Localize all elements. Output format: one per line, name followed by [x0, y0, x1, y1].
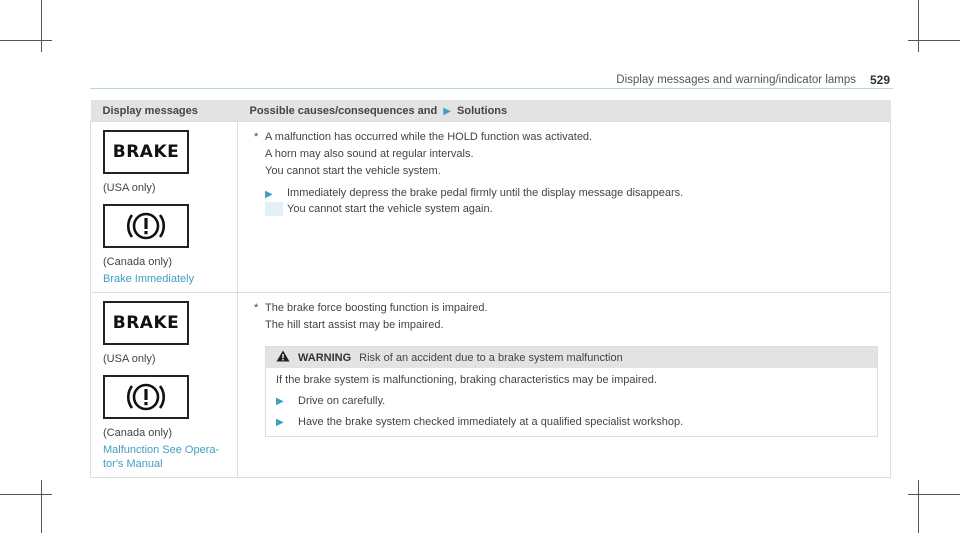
warning-box — [265, 346, 878, 437]
warning-text: Risk of an accident due to a brake system malfunction — [359, 351, 623, 364]
crop-mark — [918, 0, 919, 52]
crop-mark — [908, 40, 960, 41]
brake-warning-symbol-icon — [103, 375, 189, 419]
column-header-causes — [238, 100, 891, 122]
display-message-text: Brake Immediately — [103, 273, 195, 285]
column-header-display-messages: Display messages — [91, 100, 238, 122]
cause-item — [254, 300, 878, 317]
warning-title: WARNING — [298, 351, 352, 364]
display-message-cell — [91, 122, 238, 293]
crop-mark — [0, 494, 52, 495]
cause-text: A horn may also sound at regular intervals. — [265, 148, 474, 160]
causes-cell — [238, 122, 891, 293]
result-marker — [265, 202, 283, 216]
star-bullet: * — [254, 302, 259, 314]
usa-only-caption: (USA only) — [103, 182, 156, 194]
warning-triangle-icon — [276, 350, 290, 365]
display-message-text: Malfunction See Opera- — [103, 444, 220, 456]
warning-header — [266, 347, 877, 368]
display-messages-table — [90, 100, 891, 478]
play-arrow-icon: ▶ — [276, 396, 284, 407]
usa-only-caption: (USA only) — [103, 353, 156, 365]
canada-only-caption: (Canada only) — [103, 427, 173, 439]
cause-text: A malfunction has occurred while the HOLD function was activated. — [265, 131, 593, 143]
crop-mark — [918, 480, 919, 533]
cause-text: The hill start assist may be impaired. — [265, 319, 444, 331]
causes-cell — [238, 293, 891, 478]
table-header-row — [91, 100, 891, 122]
brake-indicator-icon: BRAKE — [103, 301, 189, 345]
table-row — [91, 122, 891, 293]
table-row — [91, 293, 891, 478]
crop-mark — [41, 0, 42, 52]
solution-result — [265, 202, 878, 216]
display-message-text: tor's Manual — [103, 458, 163, 470]
play-arrow-icon: ▶ — [443, 105, 451, 117]
crop-mark — [0, 40, 52, 41]
page-number: 529 — [869, 73, 890, 87]
play-arrow-icon: ▶ — [276, 417, 284, 428]
solution-step-text: Immediately depress the brake pedal firmly until the display message disappears. — [287, 187, 684, 199]
causes-header-label: Possible causes/consequences and — [249, 104, 438, 117]
warning-body-text: If the brake system is malfunctioning, braking characteristics may be impaired. — [276, 374, 657, 386]
display-message-cell — [91, 293, 238, 478]
star-bullet: * — [254, 131, 259, 143]
cause-item — [254, 129, 878, 146]
solutions-header-label: Solutions — [457, 104, 508, 117]
crop-mark — [908, 494, 960, 495]
warning-step-text: Drive on carefully. — [298, 395, 386, 407]
brake-indicator-icon: BRAKE — [103, 130, 189, 174]
running-header: Display messages and warning/indicator lamps — [616, 74, 856, 86]
warning-body — [266, 368, 877, 436]
warning-step — [276, 395, 867, 407]
brake-warning-symbol-icon — [103, 204, 189, 248]
warning-step-text: Have the brake system checked immediately at a qualified specialist workshop. — [298, 416, 684, 428]
canada-only-caption: (Canada only) — [103, 256, 173, 268]
crop-mark — [41, 480, 42, 533]
solution-step — [265, 186, 878, 202]
header-rule — [90, 88, 893, 89]
warning-step — [276, 416, 867, 428]
solution-result-text: You cannot start the vehicle system again. — [287, 203, 493, 215]
cause-text: The brake force boosting function is impaired. — [265, 302, 488, 314]
cause-text: You cannot start the vehicle system. — [265, 165, 441, 177]
play-arrow-icon: ▶ — [265, 189, 273, 200]
